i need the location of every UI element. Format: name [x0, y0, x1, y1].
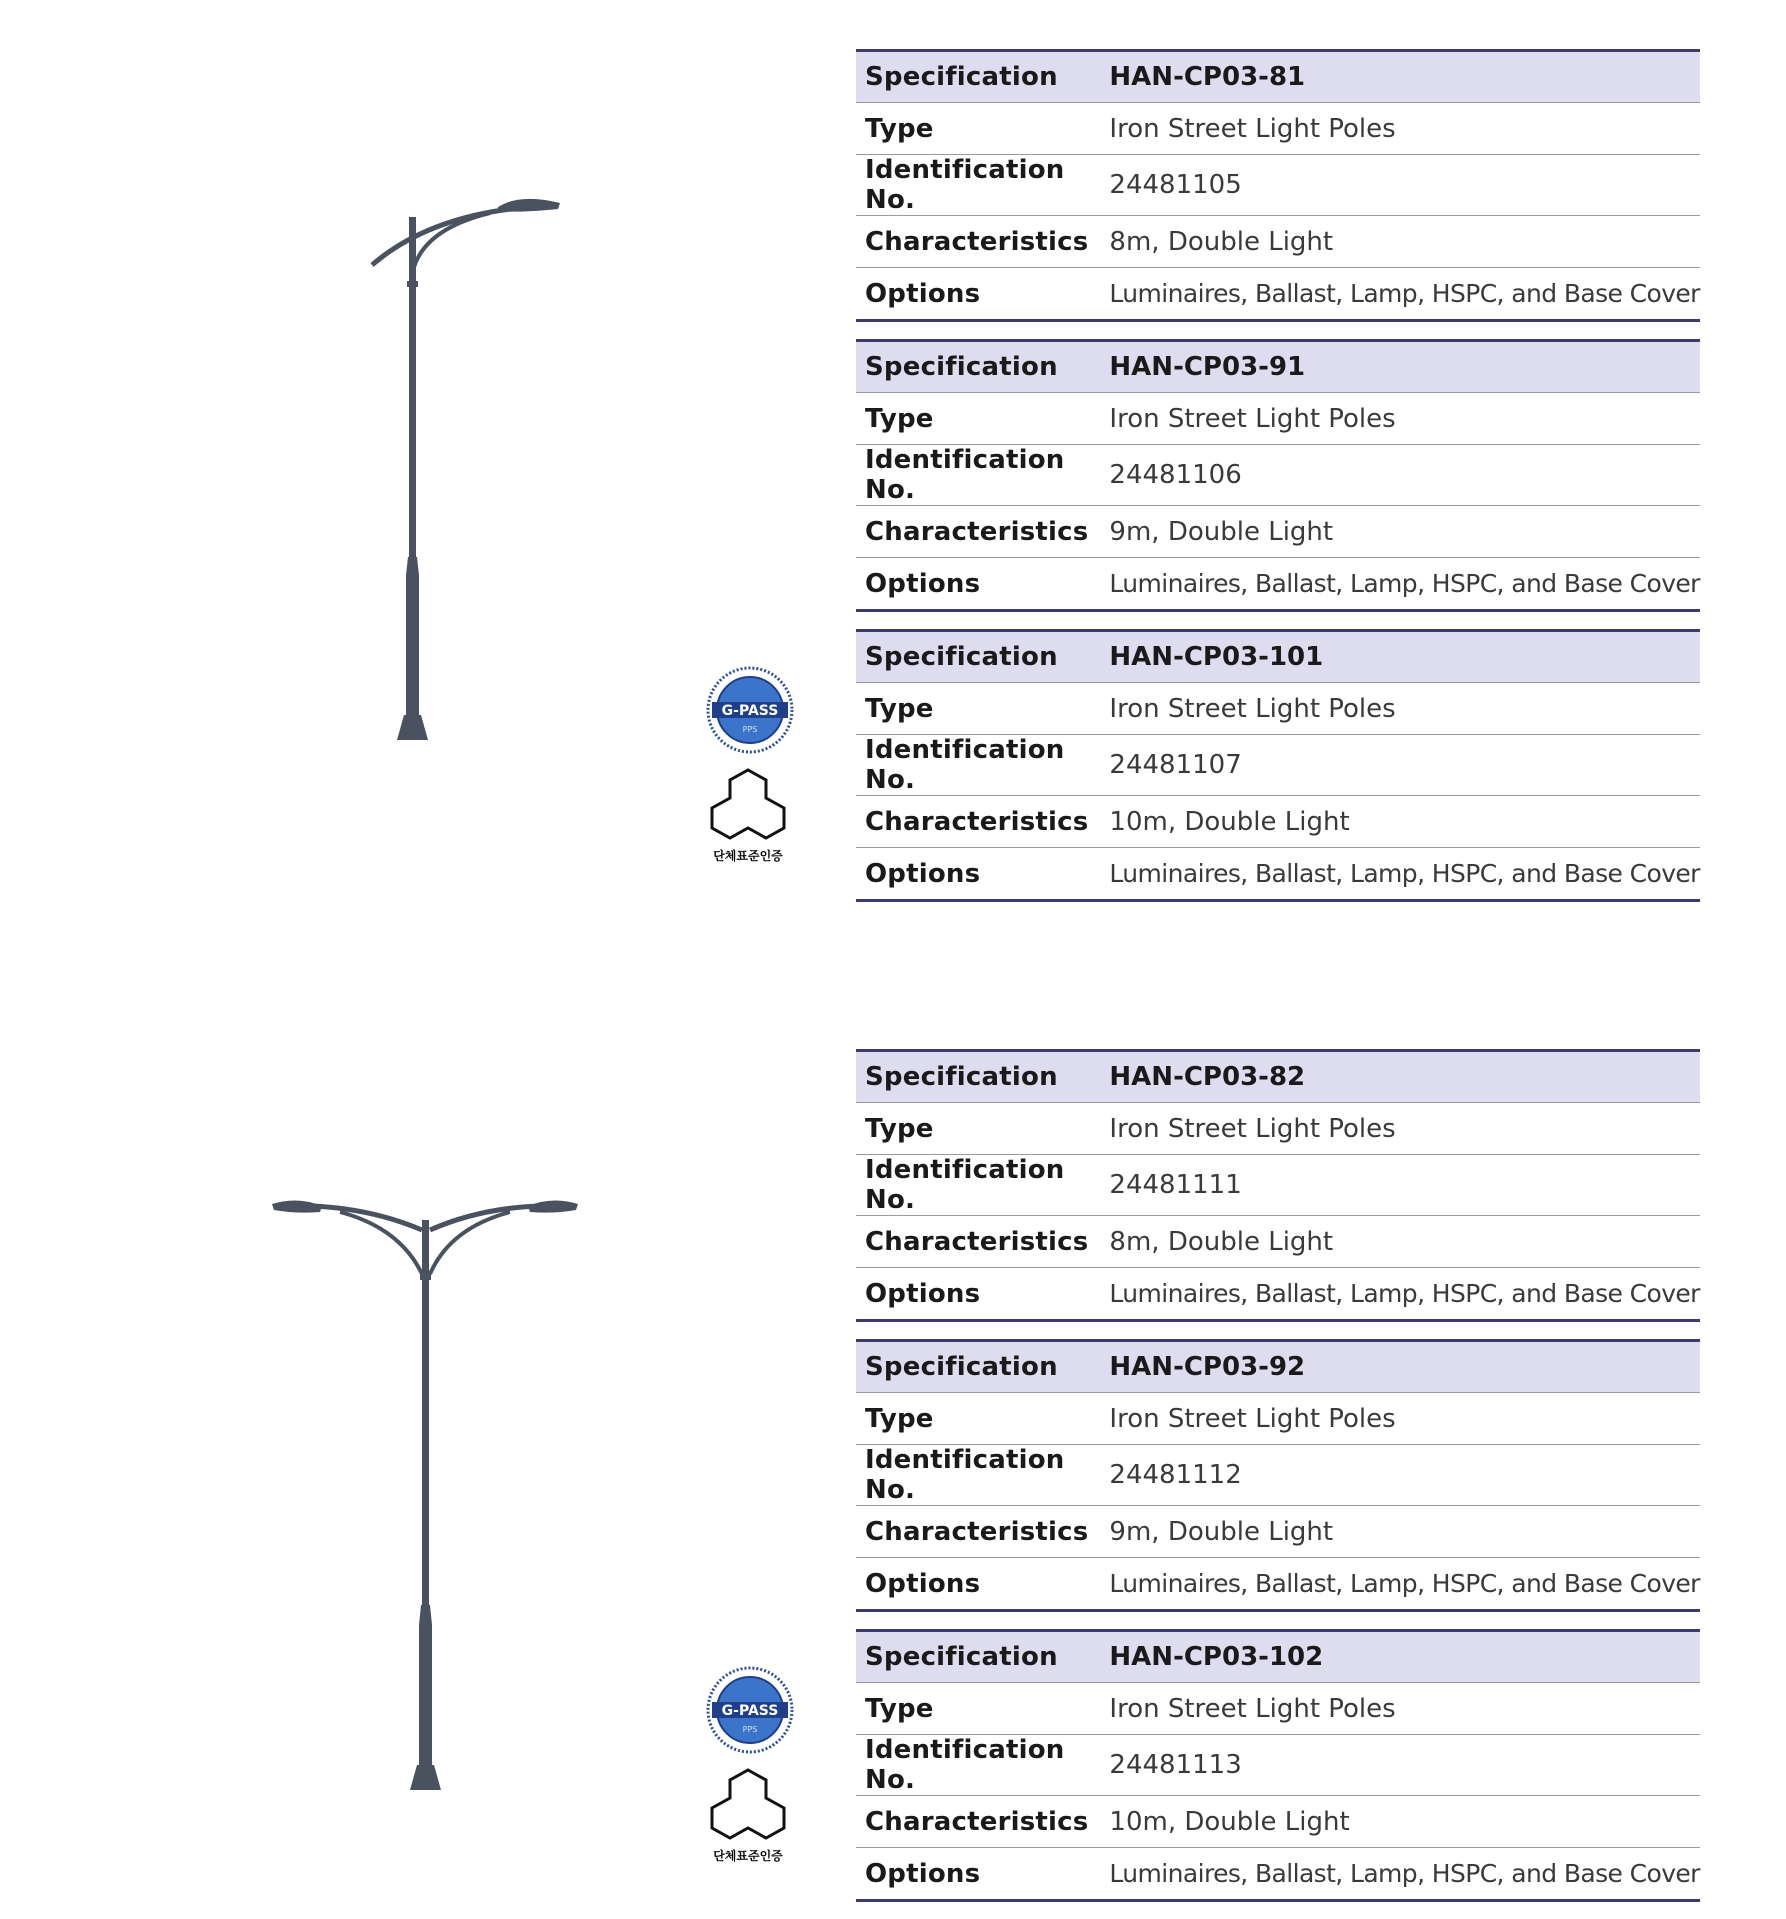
spec-table [856, 49, 1700, 322]
table-row [856, 1631, 1700, 1683]
row-value: 24481105 [1088, 155, 1699, 216]
row-label: Options [856, 848, 1088, 901]
table-row [856, 1796, 1700, 1848]
table-row [856, 1558, 1700, 1611]
table-row [856, 1051, 1700, 1103]
single-arm-street-light-pole-image [360, 195, 580, 745]
row-value: HAN-CP03-101 [1088, 631, 1699, 683]
row-label: Type [856, 1103, 1088, 1155]
row-label: Identification No. [856, 445, 1088, 506]
row-value: 8m, Double Light [1088, 216, 1699, 268]
row-value: Luminaires, Ballast, Lamp, HSPC, and Base Cover [1088, 558, 1699, 611]
product-section-2 [0, 1000, 1786, 1904]
row-label: Identification No. [856, 1155, 1088, 1216]
g-pass-sub-label: PPS [742, 1725, 758, 1734]
row-value: 9m, Double Light [1088, 506, 1699, 558]
row-value: HAN-CP03-102 [1088, 1631, 1699, 1683]
row-value: Iron Street Light Poles [1088, 103, 1699, 155]
row-label: Identification No. [856, 1735, 1088, 1796]
row-label: Identification No. [856, 155, 1088, 216]
table-row [856, 393, 1700, 445]
row-label: Options [856, 268, 1088, 321]
row-label: Options [856, 1558, 1088, 1611]
row-label: Type [856, 1393, 1088, 1445]
row-label: Type [856, 393, 1088, 445]
row-label: Characteristics [856, 506, 1088, 558]
row-label: Type [856, 103, 1088, 155]
row-label: Specification [856, 341, 1088, 393]
row-value: Iron Street Light Poles [1088, 1393, 1699, 1445]
row-label: Options [856, 1268, 1088, 1321]
row-value: Luminaires, Ballast, Lamp, HSPC, and Base Cover [1088, 1558, 1699, 1611]
row-label: Type [856, 1683, 1088, 1735]
row-value: HAN-CP03-91 [1088, 341, 1699, 393]
table-row [856, 796, 1700, 848]
g-pass-label: G-PASS [721, 703, 779, 719]
row-value: HAN-CP03-81 [1088, 51, 1699, 103]
row-label: Characteristics [856, 216, 1088, 268]
row-value: 10m, Double Light [1088, 1796, 1699, 1848]
row-value: 24481111 [1088, 1155, 1699, 1216]
row-label: Specification [856, 1051, 1088, 1103]
g-pass-label: G-PASS [721, 1703, 779, 1719]
table-row [856, 1445, 1700, 1506]
row-value: 9m, Double Light [1088, 1506, 1699, 1558]
table-row [856, 1506, 1700, 1558]
row-value: 24481113 [1088, 1735, 1699, 1796]
row-label: Options [856, 1848, 1088, 1901]
group-standard-certification-badge [704, 766, 792, 866]
certification-caption: 단체표준인증 [713, 849, 783, 863]
spec-table [856, 1049, 1700, 1322]
product-section-1 [0, 0, 1786, 900]
row-label: Characteristics [856, 796, 1088, 848]
row-label: Characteristics [856, 1796, 1088, 1848]
g-pass-sub-label: PPS [742, 725, 758, 734]
row-value: HAN-CP03-92 [1088, 1341, 1699, 1393]
table-row [856, 1103, 1700, 1155]
spec-tables-group-1 [856, 49, 1700, 919]
row-value: Luminaires, Ballast, Lamp, HSPC, and Base Cover [1088, 268, 1699, 321]
row-value: 10m, Double Light [1088, 796, 1699, 848]
row-value: Iron Street Light Poles [1088, 1683, 1699, 1735]
certification-caption: 단체표준인증 [713, 1849, 783, 1863]
row-label: Identification No. [856, 735, 1088, 796]
table-row [856, 1268, 1700, 1321]
table-row [856, 341, 1700, 393]
table-row [856, 155, 1700, 216]
g-pass-badge [706, 666, 794, 754]
row-label: Characteristics [856, 1216, 1088, 1268]
table-row [856, 1393, 1700, 1445]
table-row [856, 445, 1700, 506]
row-label: Specification [856, 1631, 1088, 1683]
row-value: 24481112 [1088, 1445, 1699, 1506]
spec-table [856, 1629, 1700, 1902]
row-label: Type [856, 683, 1088, 735]
spec-table [856, 1339, 1700, 1612]
table-row [856, 51, 1700, 103]
row-label: Options [856, 558, 1088, 611]
row-label: Characteristics [856, 1506, 1088, 1558]
row-value: Iron Street Light Poles [1088, 1103, 1699, 1155]
row-value: 24481106 [1088, 445, 1699, 506]
group-standard-certification-badge [704, 1766, 792, 1866]
table-row [856, 848, 1700, 901]
row-value: Iron Street Light Poles [1088, 393, 1699, 445]
double-arm-street-light-pole-image [270, 1200, 590, 1790]
table-row [856, 631, 1700, 683]
row-value: HAN-CP03-82 [1088, 1051, 1699, 1103]
row-value: Iron Street Light Poles [1088, 683, 1699, 735]
row-value: 8m, Double Light [1088, 1216, 1699, 1268]
row-value: Luminaires, Ballast, Lamp, HSPC, and Base Cover [1088, 848, 1699, 901]
row-label: Identification No. [856, 1445, 1088, 1506]
table-row [856, 103, 1700, 155]
row-label: Specification [856, 631, 1088, 683]
row-label: Specification [856, 51, 1088, 103]
table-row [856, 1735, 1700, 1796]
table-row [856, 1216, 1700, 1268]
table-row [856, 683, 1700, 735]
spec-table [856, 629, 1700, 902]
table-row [856, 558, 1700, 611]
table-row [856, 506, 1700, 558]
row-value: Luminaires, Ballast, Lamp, HSPC, and Base Cover [1088, 1848, 1699, 1901]
table-row [856, 735, 1700, 796]
row-value: 24481107 [1088, 735, 1699, 796]
table-row [856, 1155, 1700, 1216]
row-value: Luminaires, Ballast, Lamp, HSPC, and Base Cover [1088, 1268, 1699, 1321]
spec-tables-group-2 [856, 1049, 1700, 1919]
table-row [856, 1683, 1700, 1735]
table-row [856, 216, 1700, 268]
g-pass-badge [706, 1666, 794, 1754]
spec-table [856, 339, 1700, 612]
table-row [856, 1848, 1700, 1901]
table-row [856, 1341, 1700, 1393]
table-row [856, 268, 1700, 321]
row-label: Specification [856, 1341, 1088, 1393]
